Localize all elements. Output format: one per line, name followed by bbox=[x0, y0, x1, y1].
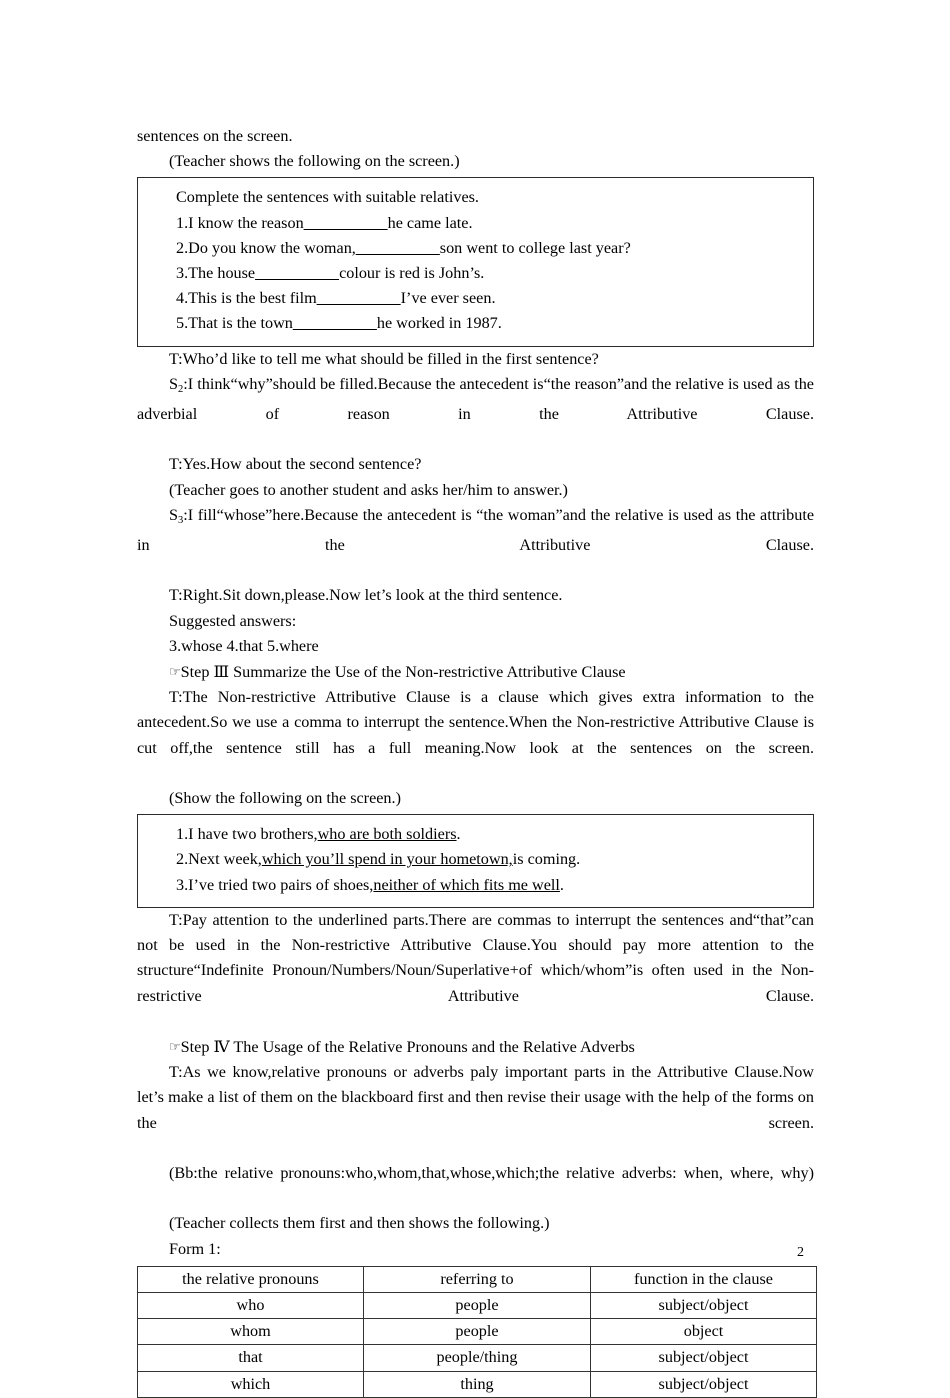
example-item-2 bbox=[138, 847, 813, 872]
step-3-followup-paragraph: T:Pay attention to the underlined parts.There are commas to interrupt the sentences and“that”can not be used in the Non-restrictive Attributive Clause.You should pay more attention to the structure“Indefinite Pronoun/Numbers/Noun/Superlative+of which/whom”is often used in the Non-restrictive Attributive Clause. bbox=[137, 910, 814, 1005]
item-4-post: I’ve ever seen. bbox=[400, 289, 496, 308]
item-5-post: he worked in 1987. bbox=[376, 314, 502, 333]
item-3-pre: 3.The house bbox=[176, 264, 256, 283]
student-2-text: :I think“why”should be filled.Because the antecedent is“the reason”and the relative is used as the adverbial of reason in the Attributive Clause. bbox=[137, 374, 814, 424]
student-3-line bbox=[137, 503, 814, 584]
exercise-1-item-3 bbox=[138, 261, 813, 286]
item-1-blank: __________ bbox=[303, 213, 388, 232]
example-1-underlined: who are both soldiers bbox=[317, 825, 457, 844]
example-2-post: is coming. bbox=[512, 850, 581, 869]
item-5-blank: __________ bbox=[292, 314, 377, 333]
example-3-underlined: neither of which fits me well bbox=[373, 875, 560, 894]
student-2-label: S bbox=[169, 374, 179, 393]
student-3-subscript: 3 bbox=[178, 514, 184, 526]
item-2-post: son went to college last year? bbox=[439, 238, 631, 257]
pointing-hand-icon: ☞ bbox=[169, 1038, 181, 1054]
example-2-underlined: which you’ll spend in your hometown, bbox=[261, 850, 513, 869]
teacher-line-3: T:Right.Sit down,please.Now let’s look at the third sentence. bbox=[169, 586, 563, 605]
step-4-blackboard-note: (Bb:the relative pronouns:who,whom,that,whose,which;the relative adverbs: when, where, why) bbox=[169, 1163, 814, 1182]
row-4-referring: thing bbox=[364, 1371, 591, 1397]
example-1-post: . bbox=[456, 825, 461, 844]
step-4-heading bbox=[137, 1034, 814, 1060]
exercise-1-item-4 bbox=[138, 286, 813, 311]
row-1-pronoun: who bbox=[138, 1292, 364, 1318]
table-row bbox=[138, 1371, 817, 1397]
stage-direction-1: (Teacher goes to another student and asks her/him to answer.) bbox=[169, 480, 568, 499]
header-cell-pronouns: the relative pronouns bbox=[138, 1266, 364, 1292]
step-3-stage-direction: (Show the following on the screen.) bbox=[169, 789, 401, 808]
exercise-1-item-2 bbox=[138, 236, 813, 261]
intro-line-1: sentences on the screen. bbox=[137, 127, 293, 145]
pointing-hand-icon: ☞ bbox=[169, 664, 181, 680]
table-row bbox=[138, 1345, 817, 1371]
row-1-referring: people bbox=[364, 1292, 591, 1318]
row-2-referring: people bbox=[364, 1319, 591, 1345]
step-3-paragraph: T:The Non-restrictive Attributive Clause is a clause which gives extra information to the antecedent.So we use a comma to interrupt the sentence.When the Non-restrictive Attributive Clause is cut off,the sentence still has a full meaning.Now look at the sentences on the screen. bbox=[137, 688, 814, 757]
student-2-subscript: 2 bbox=[178, 383, 184, 395]
example-2-pre: 2.Next week, bbox=[176, 850, 262, 869]
item-4-pre: 4.This is the best film bbox=[176, 289, 317, 308]
student-3-label: S bbox=[169, 505, 179, 524]
teacher-line-2: T:Yes.How about the second sentence? bbox=[169, 455, 422, 474]
item-1-pre: 1.I know the reason bbox=[176, 213, 304, 232]
suggested-answers-values: 3.whose 4.that 5.where bbox=[169, 636, 319, 655]
suggested-answers-label: Suggested answers: bbox=[169, 611, 297, 630]
example-item-3 bbox=[138, 873, 813, 898]
row-4-pronoun: which bbox=[138, 1371, 364, 1397]
row-3-pronoun: that bbox=[138, 1345, 364, 1371]
exercise-1-item-1 bbox=[138, 211, 813, 236]
header-cell-referring: referring to bbox=[364, 1266, 591, 1292]
step-4-heading-text: Step Ⅳ The Usage of the Relative Pronouns and the Relative Adverbs bbox=[180, 1037, 635, 1056]
intro-line-2: (Teacher shows the following on the screen.) bbox=[169, 152, 460, 171]
row-1-function: subject/object bbox=[591, 1292, 817, 1318]
row-2-pronoun: whom bbox=[138, 1319, 364, 1345]
item-5-pre: 5.That is the town bbox=[176, 314, 293, 333]
item-2-pre: 2.Do you know the woman, bbox=[176, 238, 356, 257]
step-4-stage-direction: (Teacher collects them first and then shows the following.) bbox=[169, 1214, 550, 1233]
form-1-label: Form 1: bbox=[169, 1239, 221, 1258]
row-2-function: object bbox=[591, 1319, 817, 1345]
table-row bbox=[138, 1319, 817, 1345]
item-4-blank: __________ bbox=[316, 289, 401, 308]
example-3-post: . bbox=[559, 875, 564, 894]
row-3-function: subject/object bbox=[591, 1345, 817, 1371]
item-3-blank: __________ bbox=[255, 264, 340, 283]
student-3-text: :I fill“whose”here.Because the antecedent is “the woman”and the relative is used as the attribute in the Attributive Clause. bbox=[137, 505, 814, 555]
item-2-blank: __________ bbox=[355, 238, 440, 257]
example-1-pre: 1.I have two brothers, bbox=[176, 825, 318, 844]
row-4-function: subject/object bbox=[591, 1371, 817, 1397]
example-3-pre: 3.I’ve tried two pairs of shoes, bbox=[176, 875, 374, 894]
step-4-paragraph: T:As we know,relative pronouns or adverbs paly important parts in the Attributive Clause.Now let’s make a list of them on the blackboard first and then revise their usage with the help of the forms on the screen. bbox=[137, 1063, 814, 1132]
header-cell-function: function in the clause bbox=[591, 1266, 817, 1292]
row-3-referring: people/thing bbox=[364, 1345, 591, 1371]
step-3-heading-text: Step Ⅲ Summarize the Use of the Non-restrictive Attributive Clause bbox=[180, 663, 626, 682]
screen-box-examples-2 bbox=[137, 814, 814, 908]
item-3-post: colour is red is John’s. bbox=[339, 264, 485, 283]
table-header-row bbox=[138, 1266, 817, 1292]
item-1-post: he came late. bbox=[387, 213, 473, 232]
page-content bbox=[137, 124, 814, 1398]
exercise-1-item-5 bbox=[138, 311, 813, 336]
example-item-1 bbox=[138, 822, 813, 847]
student-2-line bbox=[137, 372, 814, 453]
page-number: 2 bbox=[797, 1245, 804, 1260]
screen-box-exercise-1 bbox=[137, 177, 814, 346]
step-3-heading bbox=[137, 659, 814, 685]
exercise-1-title: Complete the sentences with suitable relatives. bbox=[176, 188, 479, 207]
table-row bbox=[138, 1292, 817, 1318]
teacher-line-1: T:Who’d like to tell me what should be filled in the first sentence? bbox=[169, 349, 599, 368]
relative-pronouns-table bbox=[137, 1266, 817, 1398]
